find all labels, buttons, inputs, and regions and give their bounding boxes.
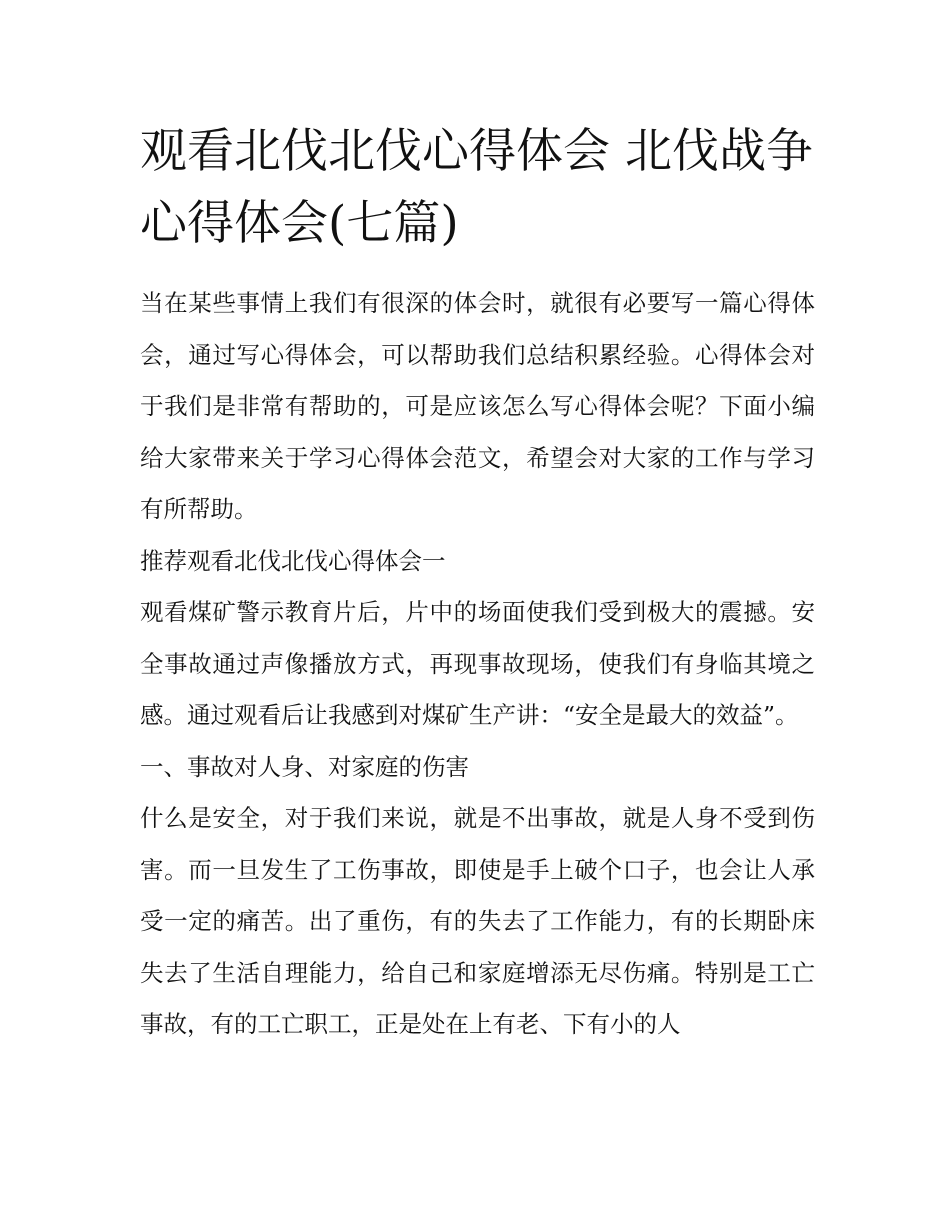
document-title: 观看北伐北伐心得体会 北伐战争心得体会(七篇) [140, 124, 813, 251]
intro-paragraph: 当在某些事情上我们有很深的体会时，就很有必要写一篇心得体会，通过写心得体会，可以帮助我们总结积累经验。心得体会对于我们是非常有帮助的，可是应该怎么写心得体会呢？下面小编给大家带来关于学习心得体会范文，希望会对大家的工作与学习有所帮助。 [140, 289, 815, 523]
subheading-paragraph-1: 什么是安全，对于我们来说，就是不出事故，就是人身不受到伤害。而一旦发生了工伤事故，即使是手上破个口子，也会让人承受一定的痛苦。出了重伤，有的失去了工作能力，有的长期卧床失去了生活自理能力，给自己和家庭增添无尽伤痛。特别是工亡事故，有的工亡职工，正是处在上有老、下有小的人 [140, 804, 815, 1038]
subheading-1: 一、事故对人身、对家庭的伤害 [140, 752, 469, 781]
section-paragraph-1: 观看煤矿警示教育片后，片中的场面使我们受到极大的震撼。安全事故通过声像播放方式，再现事故现场，使我们有身临其境之感。通过观看后让我感到对煤矿生产讲：“安全是最大的效益”。 [140, 598, 815, 729]
document-body [140, 116, 815, 1051]
section-heading-1: 推荐观看北伐北伐心得体会一 [140, 546, 446, 575]
